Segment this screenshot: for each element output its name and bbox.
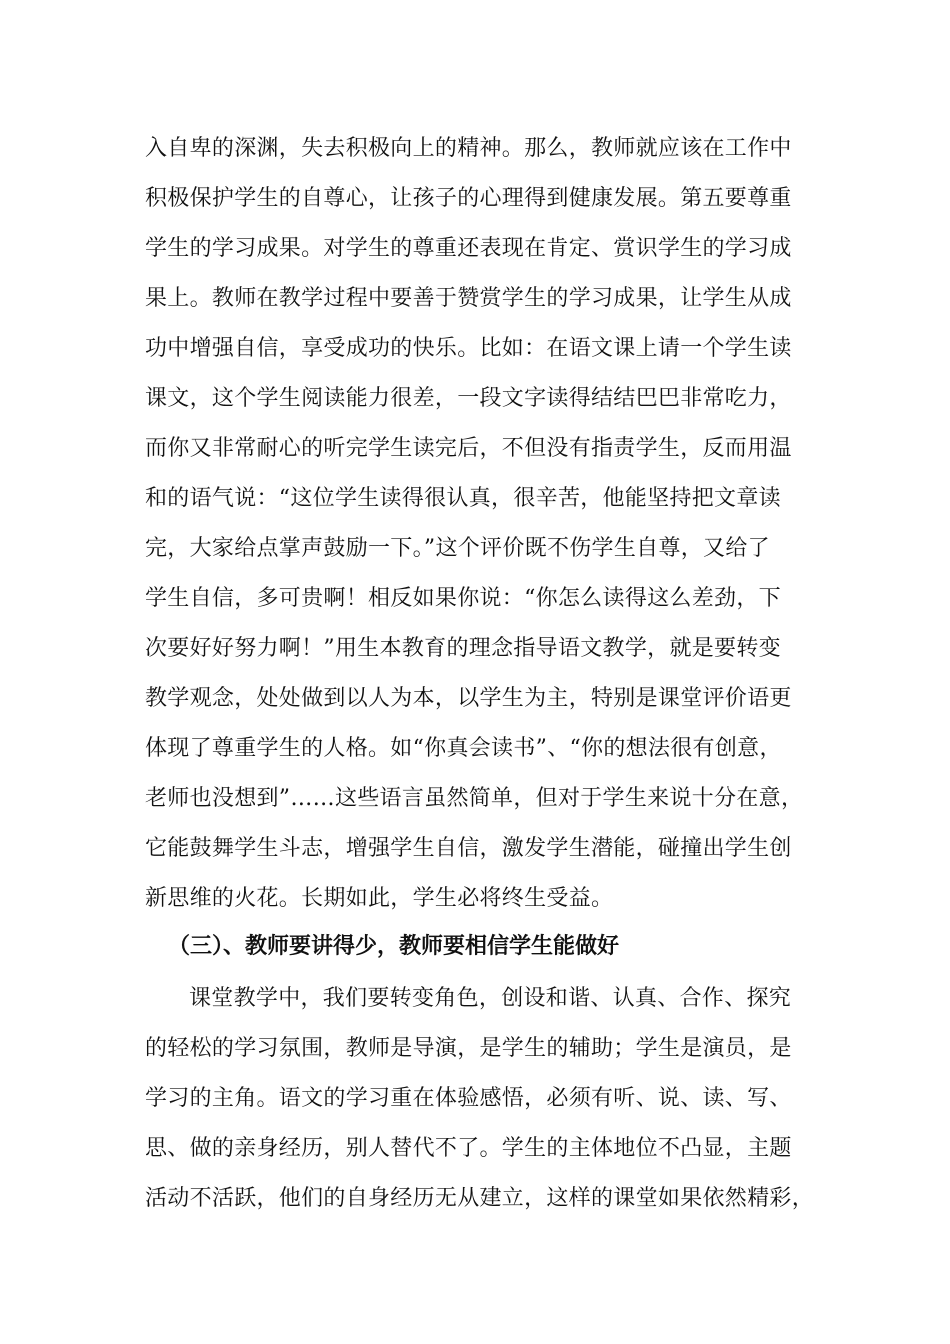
text-line: 功中增强自信，享受成功的快乐。比如：在语文课上请一个学生读: [145, 336, 792, 361]
text-line: 思、做的亲身经历，别人替代不了。学生的主体地位不凸显，主题: [145, 1136, 792, 1161]
text-line: 完，大家给点掌声鼓励一下。”这个评价既不伤学生自尊，又给了: [145, 536, 770, 561]
text-line: 的轻松的学习氛围，教师是导演，是学生的辅助；学生是演员，是: [145, 1036, 792, 1061]
text-line: 和的语气说：“这位学生读得很认真，很辛苦，他能坚持把文章读: [145, 486, 781, 511]
section-heading: （三）、教师要讲得少，教师要相信学生能做好: [168, 934, 620, 959]
paragraph-1: [145, 124, 835, 924]
text-line: 活动不活跃，他们的自身经历无从建立，这样的课堂如果依然精彩，: [145, 1186, 815, 1211]
text-line: 老师也没想到”……这些语言虽然简单，但对于学生来说十分在意，: [145, 786, 804, 811]
paragraph-2: [145, 974, 835, 1224]
text-line: 学生的学习成果。对学生的尊重还表现在肯定、赏识学生的学习成: [145, 236, 792, 261]
text-line: 教学观念，处处做到以人为本，以学生为主，特别是课堂评价语更: [145, 686, 792, 711]
text-line: 课文，这个学生阅读能力很差，一段文字读得结结巴巴非常吃力，: [145, 386, 792, 411]
text-line: 积极保护学生的自尊心，让孩子的心理得到健康发展。第五要尊重: [145, 186, 792, 211]
text-line: 新思维的火花。长期如此，学生必将终生受益。: [145, 886, 614, 911]
text-line: 课堂教学中，我们要转变角色，创设和谐、认真、合作、探究: [189, 986, 792, 1011]
text-line: 果上。教师在教学过程中要善于赞赏学生的学习成果，让学生从成: [145, 286, 792, 311]
text-line: 而你又非常耐心的听完学生读完后，不但没有指责学生，反而用温: [145, 436, 792, 461]
text-line: 次要好好努力啊！”用生本教育的理念指导语文教学，就是要转变: [145, 636, 781, 661]
text-line: 入自卑的深渊，失去积极向上的精神。那么，教师就应该在工作中: [145, 136, 792, 161]
text-line: 学生自信，多可贵啊！相反如果你说：“你怎么读得这么差劲，下: [145, 586, 781, 611]
text-line: 它能鼓舞学生斗志，增强学生自信，激发学生潜能，碰撞出学生创: [145, 836, 792, 861]
text-line: 体现了尊重学生的人格。如“你真会读书”、“你的想法很有创意，: [145, 736, 782, 761]
text-line: 学习的主角。语文的学习重在体验感悟，必须有听、说、读、写、: [145, 1086, 792, 1111]
